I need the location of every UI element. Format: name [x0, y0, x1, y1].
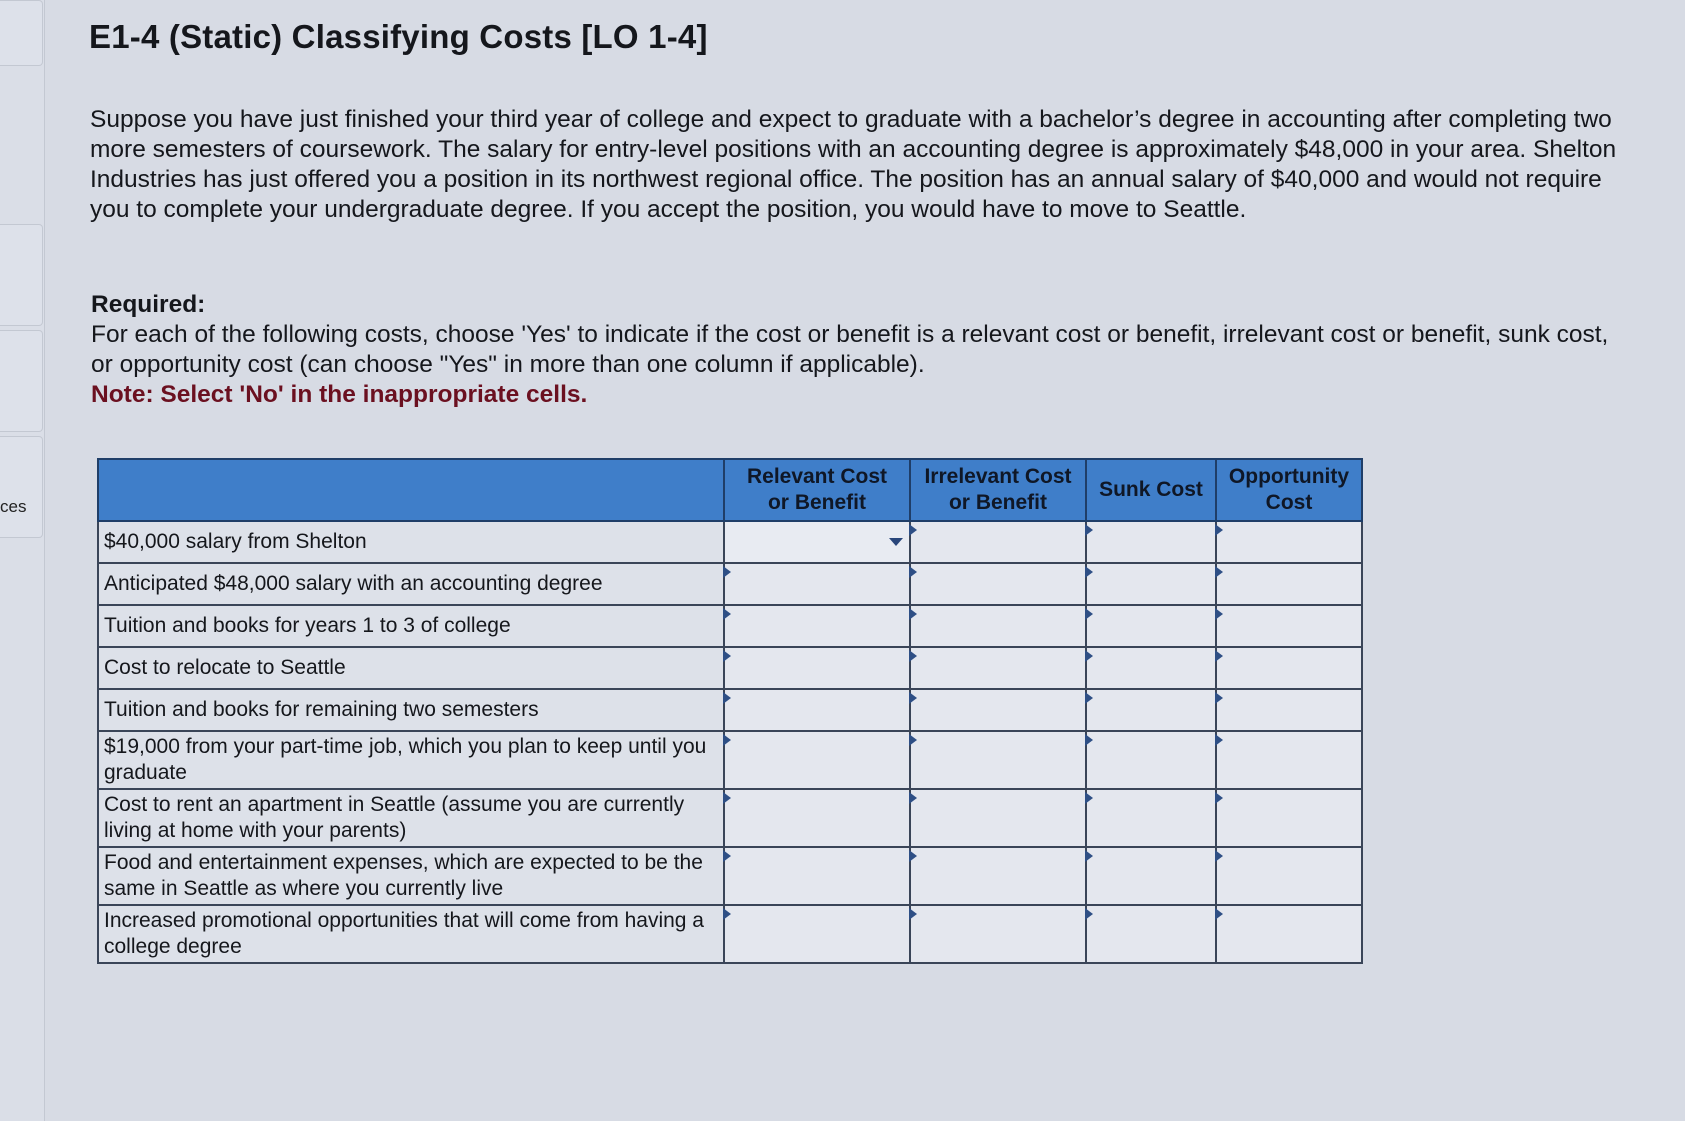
opportunity-dropdown[interactable]	[1216, 731, 1362, 789]
header-blank	[98, 459, 724, 521]
cell-marker-icon	[909, 524, 917, 536]
cell-marker-icon	[1215, 608, 1223, 620]
irrelevant-dropdown[interactable]	[910, 521, 1086, 563]
table-header-row	[98, 459, 1362, 521]
row-label: Tuition and books for remaining two semesters	[98, 689, 724, 731]
relevant-dropdown[interactable]	[724, 605, 910, 647]
row-label: Tuition and books for years 1 to 3 of college	[98, 605, 724, 647]
sunk-dropdown[interactable]	[1086, 563, 1216, 605]
table-row	[98, 605, 1362, 647]
cell-marker-icon	[909, 692, 917, 704]
row-label: $40,000 salary from Shelton	[98, 521, 724, 563]
table-row	[98, 521, 1362, 563]
relevant-dropdown[interactable]	[724, 847, 910, 905]
row-label: Increased promotional opportunities that will come from having a college degree	[98, 905, 724, 963]
row-label: Cost to rent an apartment in Seattle (assume you are currently living at home with your parents)	[98, 789, 724, 847]
rail-label[interactable]: ces	[0, 497, 27, 516]
relevant-dropdown[interactable]	[724, 689, 910, 731]
cell-marker-icon	[723, 734, 731, 746]
cell-marker-icon	[1085, 692, 1093, 704]
cost-classification-table	[97, 458, 1363, 964]
required-note: Note: Select 'No' in the inappropriate cells.	[91, 381, 588, 408]
column-header-line: Opportunity	[1228, 465, 1350, 488]
required-instructions: For each of the following costs, choose 'Yes' to indicate if the cost or benefit is a relevant cost or benefit, irrelevant cost or benefit, sunk cost, or opportunity cost (can choose "Yes" in more than one column if applicable).	[91, 321, 1609, 378]
column-header-relevant	[724, 459, 910, 521]
chevron-down-icon[interactable]	[889, 538, 903, 546]
irrelevant-dropdown[interactable]	[910, 689, 1086, 731]
column-header-line: Irrelevant Cost	[924, 465, 1072, 488]
sunk-dropdown[interactable]	[1086, 847, 1216, 905]
cell-marker-icon	[1215, 734, 1223, 746]
sunk-dropdown[interactable]	[1086, 789, 1216, 847]
sunk-dropdown[interactable]	[1086, 731, 1216, 789]
cell-marker-icon	[1085, 566, 1093, 578]
opportunity-dropdown[interactable]	[1216, 847, 1362, 905]
cell-marker-icon	[1085, 608, 1093, 620]
required-section	[91, 290, 1611, 410]
rail-tab[interactable]	[0, 0, 43, 66]
opportunity-dropdown[interactable]	[1216, 689, 1362, 731]
column-header-line: or Benefit	[767, 491, 866, 514]
row-label: Food and entertainment expenses, which are expected to be the same in Seattle as where you currently live	[98, 847, 724, 905]
opportunity-dropdown[interactable]	[1216, 647, 1362, 689]
relevant-dropdown[interactable]	[724, 731, 910, 789]
relevant-dropdown[interactable]	[724, 563, 910, 605]
cell-marker-icon	[723, 566, 731, 578]
page-title: E1-4 (Static) Classifying Costs [LO 1-4]	[89, 18, 708, 55]
cell-marker-icon	[723, 850, 731, 862]
sunk-dropdown[interactable]	[1086, 905, 1216, 963]
cell-marker-icon	[723, 692, 731, 704]
cell-marker-icon	[909, 650, 917, 662]
relevant-dropdown[interactable]	[724, 647, 910, 689]
column-header-line: or Benefit	[948, 491, 1047, 514]
cell-marker-icon	[723, 792, 731, 804]
column-header-line: Relevant Cost	[746, 465, 888, 488]
relevant-dropdown[interactable]	[724, 789, 910, 847]
cell-marker-icon	[1085, 908, 1093, 920]
cell-marker-icon	[1215, 850, 1223, 862]
irrelevant-dropdown[interactable]	[910, 563, 1086, 605]
cell-marker-icon	[1215, 692, 1223, 704]
column-header-line: Cost	[1265, 491, 1313, 514]
table-row	[98, 731, 1362, 789]
irrelevant-dropdown[interactable]	[910, 905, 1086, 963]
rail-tab[interactable]	[0, 224, 43, 326]
opportunity-dropdown[interactable]	[1216, 905, 1362, 963]
cell-marker-icon	[723, 650, 731, 662]
cell-marker-icon	[909, 908, 917, 920]
table-row	[98, 689, 1362, 731]
opportunity-dropdown[interactable]	[1216, 521, 1362, 563]
cell-marker-icon	[1215, 908, 1223, 920]
sunk-dropdown[interactable]	[1086, 521, 1216, 563]
column-header-irrelevant	[910, 459, 1086, 521]
column-header-sunk	[1086, 459, 1216, 521]
cell-marker-icon	[1085, 850, 1093, 862]
cell-marker-icon	[909, 608, 917, 620]
sunk-dropdown[interactable]	[1086, 647, 1216, 689]
table-row	[98, 789, 1362, 847]
sunk-dropdown[interactable]	[1086, 605, 1216, 647]
column-header-opportunity	[1216, 459, 1362, 521]
cell-marker-icon	[1085, 792, 1093, 804]
rail-tab[interactable]	[0, 436, 43, 538]
cell-marker-icon	[1085, 524, 1093, 536]
cell-marker-icon	[1215, 650, 1223, 662]
cell-marker-icon	[1215, 566, 1223, 578]
opportunity-dropdown[interactable]	[1216, 563, 1362, 605]
cell-marker-icon	[1085, 650, 1093, 662]
problem-intro: Suppose you have just finished your third year of college and expect to graduate with a bachelor’s degree in accounting after completing two more semesters of coursework. The salary for entry-level positions with an accounting degree is approximately $48,000 in your area. Shelton Industries has just offered you a position in its northwest regional office. The position has an annual salary of $40,000 and would not require you to complete your undergraduate degree. If you accept the position, you would have to move to Seattle.	[90, 106, 1617, 223]
required-heading: Required:	[91, 291, 206, 318]
row-label: Cost to relocate to Seattle	[98, 647, 724, 689]
column-header-line: Sunk Cost	[1099, 478, 1203, 501]
relevant-dropdown[interactable]	[724, 521, 910, 563]
cell-marker-icon	[1085, 734, 1093, 746]
rail-tab[interactable]	[0, 330, 43, 432]
cell-marker-icon	[1215, 524, 1223, 536]
irrelevant-dropdown[interactable]	[910, 605, 1086, 647]
irrelevant-dropdown[interactable]	[910, 647, 1086, 689]
row-label: Anticipated $48,000 salary with an accounting degree	[98, 563, 724, 605]
table-row	[98, 905, 1362, 963]
irrelevant-dropdown[interactable]	[910, 847, 1086, 905]
table-row	[98, 847, 1362, 905]
cell-marker-icon	[723, 908, 731, 920]
cell-marker-icon	[909, 850, 917, 862]
table-row	[98, 647, 1362, 689]
table-row	[98, 563, 1362, 605]
cell-marker-icon	[909, 566, 917, 578]
irrelevant-dropdown[interactable]	[910, 789, 1086, 847]
left-rail	[0, 0, 45, 1121]
opportunity-dropdown[interactable]	[1216, 789, 1362, 847]
cell-marker-icon	[723, 608, 731, 620]
cell-marker-icon	[909, 734, 917, 746]
opportunity-dropdown[interactable]	[1216, 605, 1362, 647]
irrelevant-dropdown[interactable]	[910, 731, 1086, 789]
relevant-dropdown[interactable]	[724, 905, 910, 963]
cell-marker-icon	[1215, 792, 1223, 804]
sunk-dropdown[interactable]	[1086, 689, 1216, 731]
cell-marker-icon	[909, 792, 917, 804]
row-label: $19,000 from your part-time job, which you plan to keep until you graduate	[98, 731, 724, 789]
